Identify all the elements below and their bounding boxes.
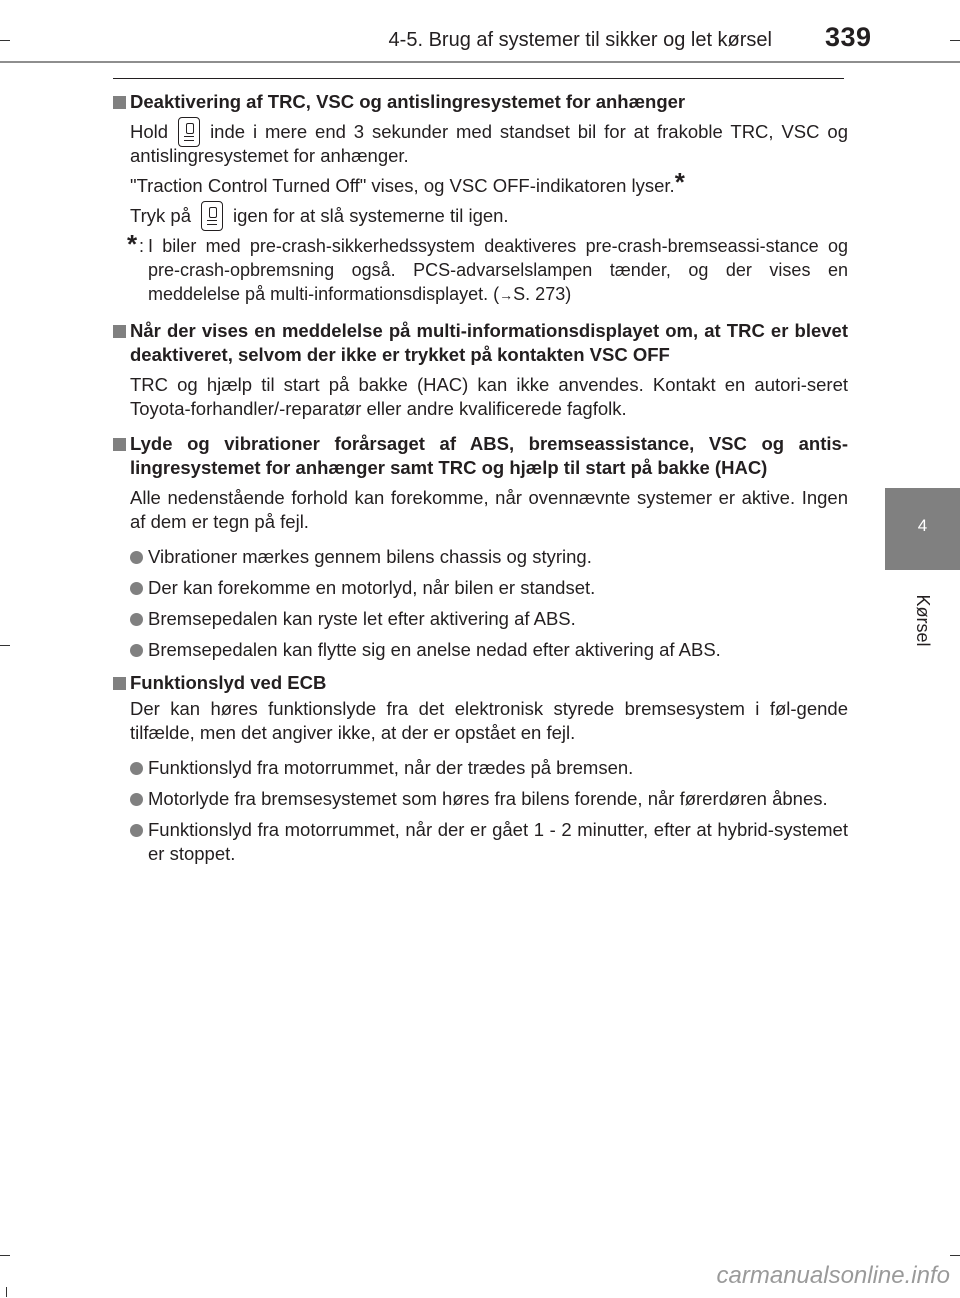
paragraph xyxy=(113,697,848,745)
list-item xyxy=(113,576,848,600)
crop-mark xyxy=(0,1255,10,1256)
square-bullet-icon xyxy=(113,96,126,109)
paragraph xyxy=(113,167,848,198)
circle-bullet-icon xyxy=(130,551,143,564)
square-bullet-icon xyxy=(113,438,126,451)
main-content xyxy=(113,90,848,873)
header-rule xyxy=(0,61,960,63)
paragraph xyxy=(113,204,848,228)
paragraph-text: TRC og hjælp til start på bakke (HAC) kan ikke anvendes. Kontakt en autori-seret Toyota-forhandler/-reparatør eller andre kvalificerede fagfolk. xyxy=(130,374,848,419)
list-item-text: Der kan forekomme en motorlyd, når bilen er standset. xyxy=(148,577,596,598)
heading-text: Funktionslyd ved ECB xyxy=(130,672,327,693)
paragraph-text: Tryk på xyxy=(130,205,191,226)
circle-bullet-icon xyxy=(130,582,143,595)
list-item xyxy=(113,607,848,631)
circle-bullet-icon xyxy=(130,613,143,626)
paragraph-text: igen for at slå systemerne til igen. xyxy=(233,205,509,226)
square-bullet-icon xyxy=(113,677,126,690)
paragraph-text: Alle nedenstående forhold kan forekomme, når ovennævnte systemer er aktive. Ingen af dem er tegn på fejl. xyxy=(130,487,848,532)
section-heading xyxy=(113,90,848,114)
section-title: 4-5. Brug af systemer til sikker og let kørsel xyxy=(388,29,772,51)
list-item xyxy=(113,638,848,662)
list-item xyxy=(113,545,848,569)
paragraph-text: Hold xyxy=(130,121,169,142)
list-item xyxy=(113,756,848,780)
circle-bullet-icon xyxy=(130,644,143,657)
arrow-right-icon: → xyxy=(499,287,514,303)
page-reference[interactable]: S. 273) xyxy=(513,284,572,304)
list-item-text: Vibrationer mærkes gennem bilens chassis og styring. xyxy=(148,546,592,567)
paragraph xyxy=(113,373,848,421)
circle-bullet-icon xyxy=(130,793,143,806)
heading-text: Når der vises en meddelelse på multi-informationsdisplayet om, at TRC er blevet deaktiveret, selvom der ikke er trykket på kontakten VSC OFF xyxy=(130,320,848,365)
crop-mark xyxy=(0,645,10,646)
section-heading xyxy=(113,432,848,480)
footnote xyxy=(113,229,848,307)
crop-mark xyxy=(6,1287,7,1297)
paragraph-text: "Traction Control Turned Off" vises, og VSC OFF-indikatoren lyser. xyxy=(130,175,675,196)
square-bullet-icon xyxy=(113,325,126,338)
chapter-label: Kørsel xyxy=(913,594,933,647)
heading-text: Deaktivering af TRC, VSC og antislingresystemet for anhænger xyxy=(130,91,686,112)
watermark: carmanualsonline.info xyxy=(716,1262,950,1289)
list-item-text: Bremsepedalen kan ryste let efter aktivering af ABS. xyxy=(148,608,576,629)
paragraph-text: Der kan høres funktionslyde fra det elektronisk styrede bremsesystem i føl-gende tilfælde, men det angiver ikke, at der er opstået en fejl. xyxy=(130,698,848,743)
page-number: 339 xyxy=(825,22,872,52)
crop-mark xyxy=(950,40,960,41)
content-rule xyxy=(113,78,844,79)
circle-bullet-icon xyxy=(130,824,143,837)
chapter-label-box xyxy=(885,570,960,650)
paragraph xyxy=(113,486,848,534)
chapter-number: 4 xyxy=(917,516,928,535)
section-heading xyxy=(113,671,848,695)
chapter-tab xyxy=(885,488,960,570)
paragraph-text: inde i mere end 3 sekunder med standset bil for at frakoble TRC, VSC og antislingresystemet for anhænger. xyxy=(130,121,848,166)
vsc-off-switch-icon xyxy=(201,201,223,231)
circle-bullet-icon xyxy=(130,762,143,775)
list-item xyxy=(113,787,848,811)
footnote-marker: * xyxy=(674,167,685,197)
list-item-text: Bremsepedalen kan flytte sig en anelse nedad efter aktivering af ABS. xyxy=(148,639,721,660)
list-item-text: Funktionslyd fra motorrummet, når der er gået 1 - 2 minutter, efter at hybrid-systemet er stoppet. xyxy=(148,819,848,864)
section-heading xyxy=(113,319,848,367)
paragraph xyxy=(113,120,848,168)
footnote-marker: * xyxy=(127,229,138,259)
crop-mark xyxy=(950,1255,960,1256)
list-item xyxy=(113,818,848,866)
footnote-colon: : xyxy=(139,236,145,256)
list-item-text: Funktionslyd fra motorrummet, når der trædes på bremsen. xyxy=(148,757,634,778)
vsc-off-switch-icon xyxy=(178,117,200,147)
list-item-text: Motorlyde fra bremsesystemet som høres fra bilens forende, når førerdøren åbnes. xyxy=(148,788,828,809)
footnote-text: I biler med pre-crash-sikkerhedssystem deaktiveres pre-crash-bremseassi-stance og pre-crash-opbremsning også. PCS-advarselslampen tænder, og der vises en meddelelse på multi-informationsdisplayet. ( xyxy=(148,236,848,304)
heading-text: Lyde og vibrationer forårsaget af ABS, bremseassistance, VSC og antis-lingresystemet for anhænger samt TRC og hjælp til start på bakke (HAC) xyxy=(130,433,848,478)
crop-mark xyxy=(0,40,10,41)
